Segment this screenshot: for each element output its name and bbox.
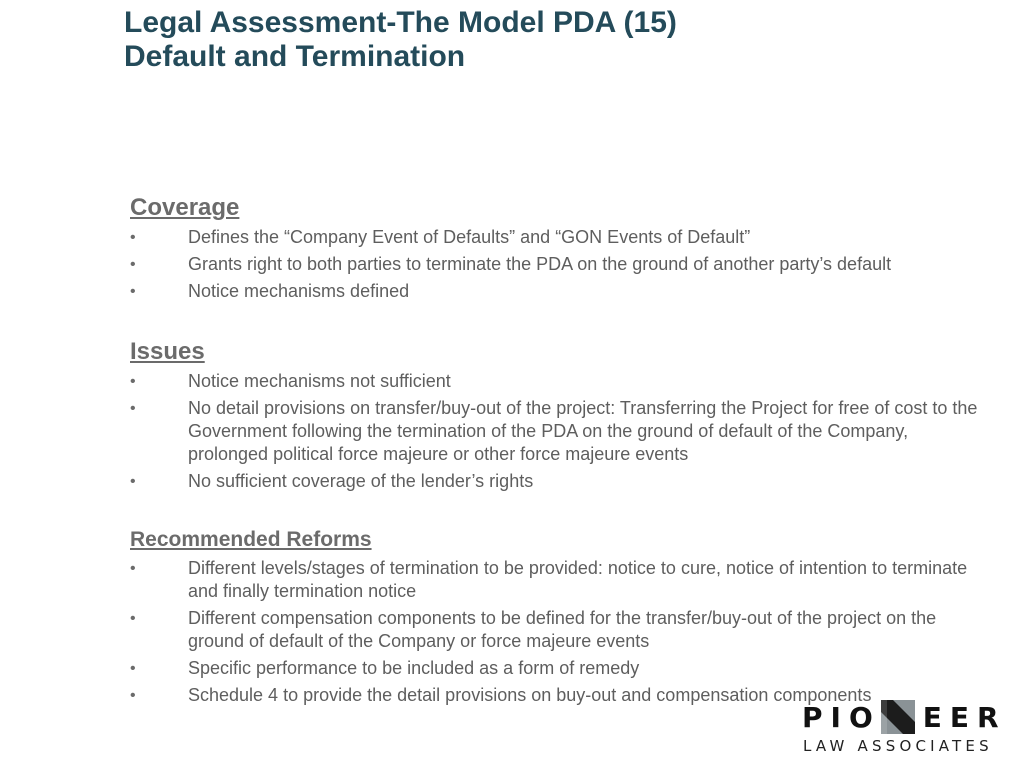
slide-content — [130, 194, 990, 707]
list-item: • Specific performance to be included as a form of remedy — [130, 657, 990, 680]
reforms-list — [130, 557, 990, 707]
issues-list — [130, 370, 990, 493]
list-item: • No sufficient coverage of the lender’s rights — [130, 470, 990, 493]
section-heading-coverage: Coverage — [130, 194, 240, 221]
coverage-list — [130, 226, 990, 303]
list-item: • Schedule 4 to provide the detail provisions on buy-out and compensation components — [130, 684, 990, 707]
list-item: • Different compensation components to be defined for the transfer/buy-out of the project on the ground of default of the Company or force majeure events — [130, 607, 990, 653]
slide-title-line-2: Default and Termination — [124, 40, 466, 73]
logo-n-mark-icon — [881, 700, 915, 734]
section-heading-recommended-reforms: Recommended Reforms — [130, 528, 372, 551]
list-item: • Grants right to both parties to terminate the PDA on the ground of another party’s default — [130, 253, 990, 276]
slide-title — [124, 6, 1004, 74]
logo-letters-right: EER — [922, 700, 1007, 734]
list-item: • No detail provisions on transfer/buy-out of the project: Transferring the Project for free of cost to the Government following the termination of the PDA on the ground of default of the Company, prolonged political force majeure or other force majeure events — [130, 397, 990, 466]
list-item: • Different levels/stages of termination to be provided: notice to cure, notice of intention to terminate and finally termination notice — [130, 557, 990, 603]
list-item: • Notice mechanisms defined — [130, 280, 990, 303]
section-heading-issues: Issues — [130, 338, 205, 365]
logo-tagline: LAW ASSOCIATES — [803, 737, 993, 755]
pioneer-law-associates-logo — [800, 700, 1014, 756]
logo-wordmark — [802, 700, 1007, 734]
list-item: • Notice mechanisms not sufficient — [130, 370, 990, 393]
list-item: • Defines the “Company Event of Defaults” and “GON Events of Default” — [130, 226, 990, 249]
slide-title-line-1: Legal Assessment-The Model PDA (15) — [124, 6, 677, 39]
logo-letters-left: PIO — [802, 700, 881, 734]
